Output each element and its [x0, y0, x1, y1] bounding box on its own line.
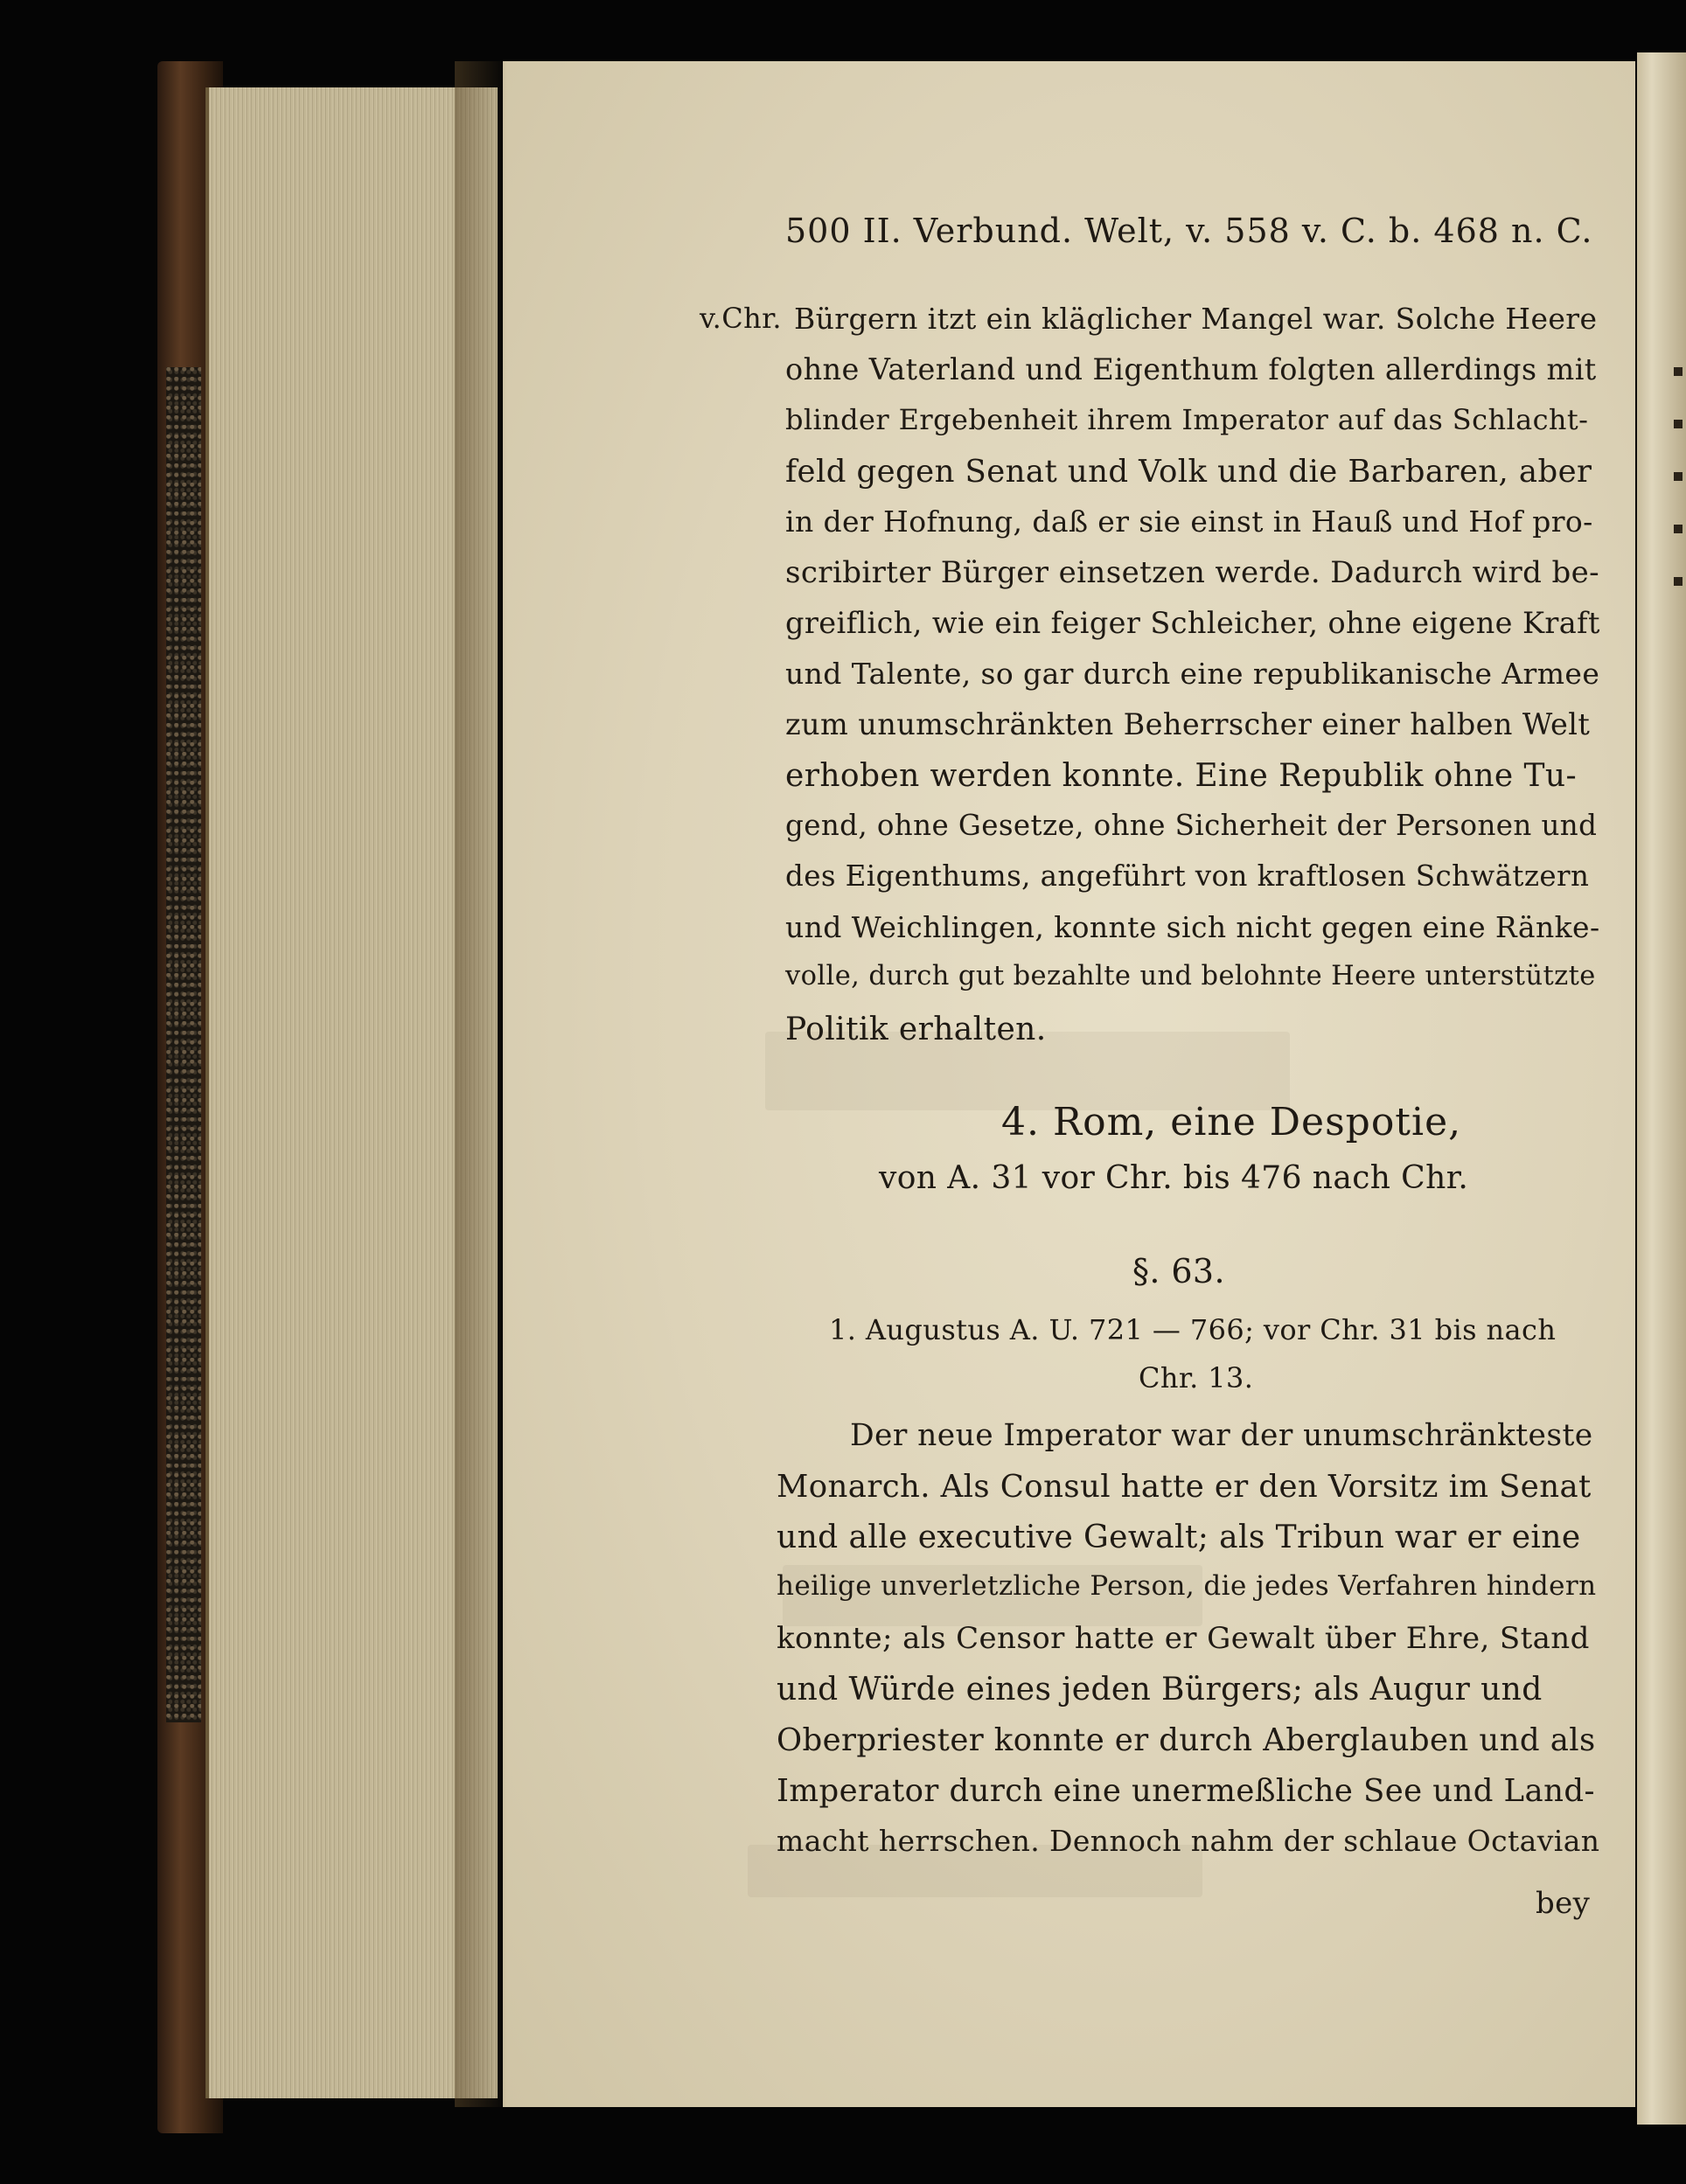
text-line: scribirter Bürger einsetzen werde. Dadurch wird be- — [785, 555, 1600, 590]
text-line: Monarch. Als Consul hatte er den Vorsitz im Senat — [777, 1469, 1592, 1505]
text-line: ohne Vaterland und Eigenthum folgten allerdings mit — [785, 352, 1597, 386]
text-line: greiflich, wie ein feiger Schleicher, ohne eigene Kraft — [785, 606, 1600, 640]
text-line: Imperator durch eine unermeßliche See und Land- — [777, 1773, 1595, 1809]
text-line: und Würde eines jeden Bürgers; als Augur und — [777, 1672, 1543, 1708]
spine-shadow — [455, 61, 507, 2107]
facing-page-text-edge — [1674, 367, 1683, 612]
text-line: und Talente, so gar durch eine republikanische Armee — [785, 657, 1600, 691]
text-line: Oberpriester konnte er durch Aberglauben und als — [777, 1722, 1596, 1758]
reign-heading: 1. Augustus A. U. 721 — 766; vor Chr. 31 bis nach — [829, 1313, 1557, 1346]
margin-note: v.Chr. — [700, 302, 782, 335]
catchword: bey — [1536, 1886, 1591, 1921]
paragraph-mark: §. 63. — [1132, 1252, 1225, 1290]
page-edges — [206, 87, 498, 2098]
text-line: gend, ohne Gesetze, ohne Sicherheit der Personen und — [785, 809, 1598, 842]
facing-page-edge — [1637, 52, 1686, 2125]
text-line: feld gegen Senat und Volk und die Barbaren, aber — [785, 454, 1592, 490]
text-line: Politik erhalten. — [785, 1012, 1047, 1047]
text-line: volle, durch gut bezahlte und belohnte Heere unterstützte — [785, 961, 1596, 991]
text-line: erhoben werden konnte. Eine Republik ohne Tu- — [785, 758, 1578, 794]
text-line: blinder Ergebenheit ihrem Imperator auf das Schlacht- — [785, 403, 1589, 436]
text-line: heilige unverletzliche Person, die jedes Verfahren hindern — [777, 1570, 1597, 1602]
text-line: zum unumschränkten Beherrscher einer halben Welt — [785, 707, 1591, 741]
text-line: konnte; als Censor hatte er Gewalt über Ehre, Stand — [777, 1621, 1590, 1656]
page-header: 500 II. Verbund. Welt, v. 558 v. C. b. 468 n. C. — [785, 212, 1593, 250]
section-subtitle: von A. 31 vor Chr. bis 476 nach Chr. — [879, 1160, 1469, 1196]
marbled-board — [166, 367, 201, 1722]
text-line: und Weichlingen, konnte sich nicht gegen eine Ränke- — [785, 910, 1600, 944]
section-title: 4. Rom, eine Despotie, — [1001, 1100, 1462, 1144]
reign-heading: Chr. 13. — [1139, 1361, 1254, 1395]
text-line: und alle executive Gewalt; als Tribun war er eine — [777, 1520, 1581, 1555]
text-line: Der neue Imperator war der unumschränkteste — [850, 1418, 1593, 1453]
text-line: macht herrschen. Dennoch nahm der schlaue Octavian — [777, 1824, 1600, 1858]
text-line: in der Hofnung, daß er sie einst in Hauß und Hof pro- — [785, 504, 1593, 539]
text-line: Bürgern itzt ein kläglicher Mangel war. Solche Heere — [794, 302, 1598, 336]
text-line: des Eigenthums, angeführt von kraftlosen Schwätzern — [785, 859, 1590, 893]
